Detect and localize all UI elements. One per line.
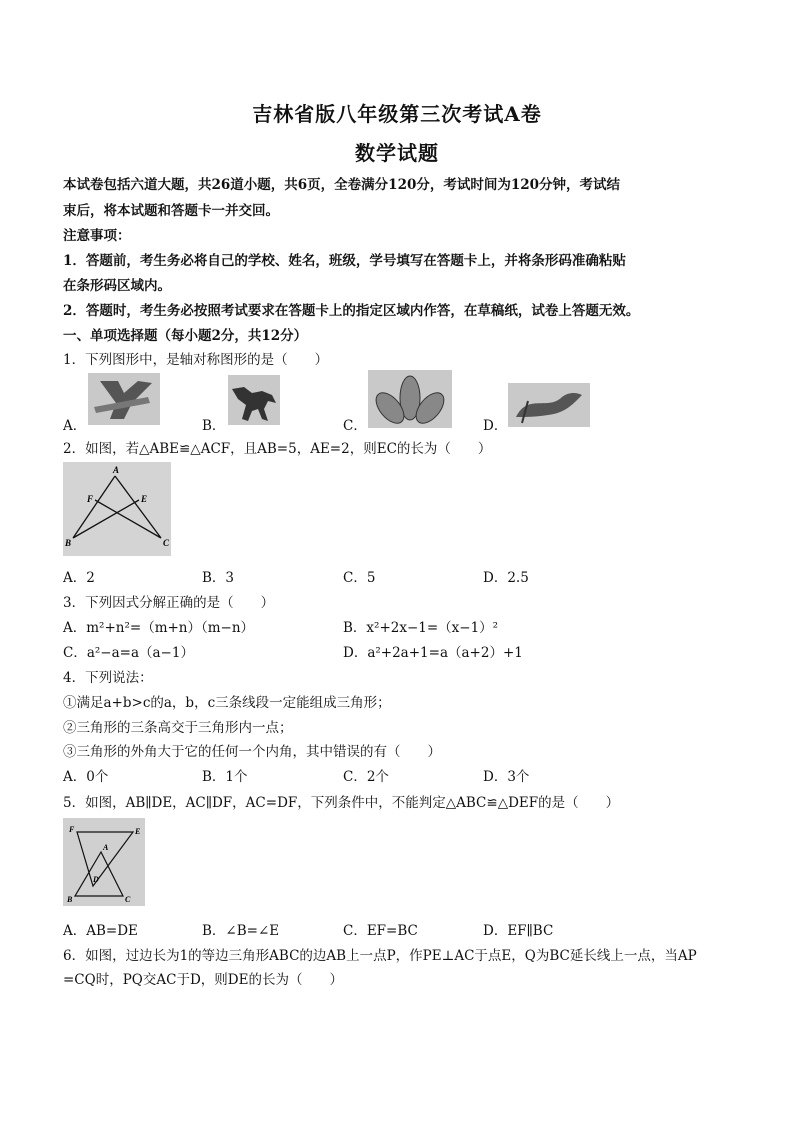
q2-option-c: C．5 (343, 570, 376, 586)
q1-figure-c (368, 370, 452, 428)
q5-label-b: B (67, 895, 73, 904)
q5-option-a: A．AB=DE (63, 923, 138, 939)
q3-option-a: A．m²+n²=（m+n）（m−n） (63, 620, 255, 636)
q1-option-c: C． (343, 418, 367, 434)
q5-label-f: F (69, 825, 75, 834)
q2-option-b: B．3 (202, 570, 235, 586)
exam-title: 吉林省版八年级第三次考试A卷 (252, 102, 542, 126)
q5-label-a: A (103, 843, 109, 852)
q5-stem: 5．如图，AB∥DE，AC∥DF，AC=DF，下列条件中，不能判定△ABC≌△DEF的是（ ） (63, 795, 620, 811)
q2-label-b: B (65, 538, 72, 548)
q4-option-a: A．0个 (63, 769, 109, 785)
q4-option-d: D．3个 (483, 769, 530, 785)
q2-label-e: E (141, 494, 148, 504)
q2-option-d: D．2.5 (483, 570, 529, 586)
q1-figure-d (508, 383, 590, 427)
q4-option-b: B．1个 (202, 769, 248, 785)
q5-label-e: E (135, 827, 141, 836)
q3-option-b: B．x²+2x−1=（x−1）² (343, 620, 499, 636)
intro-line-1: 本试卷包括六道大题，共26道小题，共6页，全卷满分120分，考试时间为120分钟，考试结 (63, 177, 621, 193)
q4-statement-1: ①满足a+b>c的a，b，c三条线段一定能组成三角形； (63, 695, 391, 711)
notice-2: 2．答题时，考生务必按照考试要求在答题卡上的指定区域内作答，在草稿纸，试卷上答题无效。 (63, 303, 640, 319)
q2-label-c: C (163, 538, 170, 548)
q4-statement-2: ②三角形的三条高交于三角形内一点； (63, 720, 293, 736)
q1-option-a: A． (63, 418, 87, 434)
q4-statement-3: ③三角形的外角大于它的任何一个内角，其中错误的有（ ） (63, 744, 441, 760)
notice-1-line-1: 1．答题前，考生务必将自己的学校、姓名，班级，学号填写在答题卡上，并将条形码准确粘贴 (63, 253, 626, 269)
section-1-heading: 一、单项选择题（每小题2分，共12分） (63, 328, 308, 344)
intro-line-2: 束后，将本试题和答题卡一并交回。 (63, 203, 279, 219)
q4-stem: 4．下列说法： (63, 670, 153, 686)
q6-line-2: =CQ时，PQ交AC于D，则DE的长为（ ） (63, 972, 343, 988)
q3-option-c: C．a²−a=a（a−1） (63, 645, 194, 661)
exam-subtitle: 数学试题 (355, 141, 439, 165)
q5-figure (63, 818, 145, 906)
q5-label-d: D (93, 875, 99, 884)
q1-option-d: D． (483, 418, 508, 434)
q2-figure (63, 462, 171, 556)
q5-option-b: B．∠B=∠E (202, 923, 280, 939)
q3-option-d: D．a²+2a+1=a（a+2）+1 (343, 645, 523, 661)
q1-option-b: B． (202, 418, 226, 434)
q1-stem: 1．下列图形中，是轴对称图形的是（ ） (63, 352, 329, 368)
q6-line-1: 6．如图，过边长为1的等边三角形ABC的边AB上一点P，作PE⊥AC于点E，Q为BC延长线上一点，当AP (63, 948, 697, 964)
q5-option-d: D．EF∥BC (483, 923, 554, 939)
q1-figure-a (88, 373, 160, 425)
q2-option-a: A．2 (63, 570, 95, 586)
q5-option-c: C．EF=BC (343, 923, 418, 939)
notice-title: 注意事项： (63, 228, 131, 244)
q3-stem: 3．下列因式分解正确的是（ ） (63, 595, 275, 611)
notice-1-line-2: 在条形码区域内。 (63, 278, 171, 294)
q5-label-c: C (125, 895, 131, 904)
q4-option-c: C．2个 (343, 769, 389, 785)
q2-label-a: A (113, 465, 120, 475)
q1-figure-b (228, 375, 280, 425)
q2-label-f: F (87, 494, 94, 504)
q2-stem: 2．如图，若△ABE≌△ACF，且AB=5，AE=2，则EC的长为（ ） (63, 441, 492, 457)
